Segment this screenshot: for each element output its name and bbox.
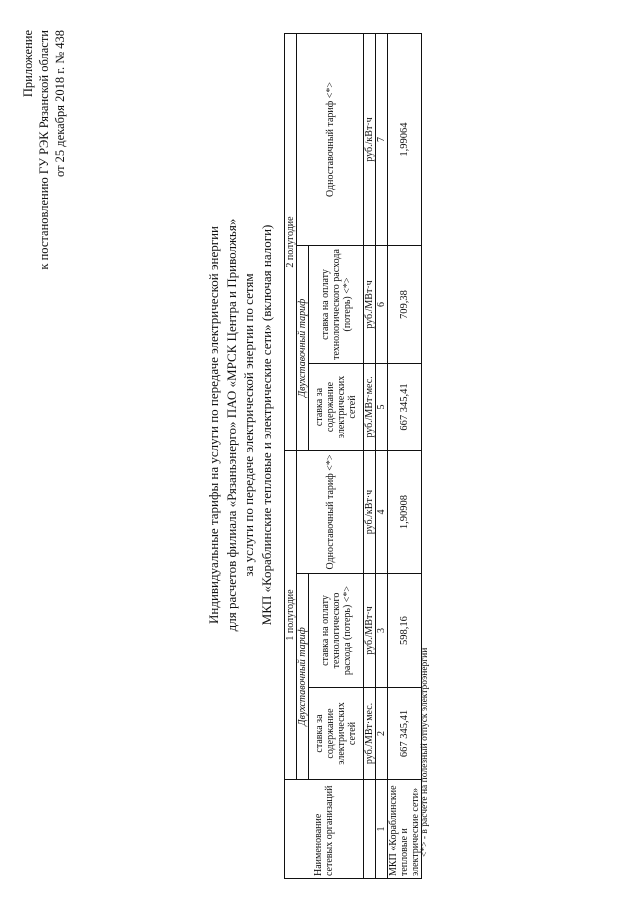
header-row <box>285 34 297 879</box>
table-row <box>388 34 422 879</box>
column-number: 3 <box>376 574 388 688</box>
unit-cell: руб./МВт·мес. <box>364 364 376 451</box>
org-header-cell: Наименование сетевых организаций <box>285 780 364 879</box>
tariff-value: 667 345,41 <box>388 688 422 780</box>
appendix-line: к постановлению ГУ РЭК Рязанской области <box>37 30 51 270</box>
one-rate-header: Одноставочный тариф <*> <box>297 451 364 574</box>
column-number: 6 <box>376 246 388 364</box>
column-number: 1 <box>376 780 388 879</box>
tariff-value: 1,99064 <box>388 34 422 246</box>
footnote: <*> - в расчете на полезный отпуск электроэнергии <box>420 647 430 857</box>
title-line: Индивидуальные тарифы на услуги по передаче электрической энергии <box>206 225 221 625</box>
appendix-line: от 25 декабря 2018 г. № 438 <box>53 30 67 178</box>
half1-header: 1 полугодие <box>285 451 297 780</box>
column-number: 7 <box>376 34 388 246</box>
unit-cell: руб./МВт·мес. <box>364 688 376 780</box>
loss-rate-header: ставка на оплату технологического расхода (потерь) <*> <box>309 246 364 364</box>
tariff-table <box>284 33 422 879</box>
header-row <box>297 34 309 879</box>
unit-cell: руб./кВт·ч <box>364 34 376 246</box>
loss-rate-header: ставка на оплату технологического расхода (потерь) <*> <box>309 574 364 688</box>
maint-rate-header: ставка за содержание электрических сетей <box>309 688 364 780</box>
column-number: 4 <box>376 451 388 574</box>
column-number: 2 <box>376 688 388 780</box>
one-rate-header: Одноставочный тариф <*> <box>297 34 364 246</box>
document-title <box>205 135 275 715</box>
title-line: МКП «Кораблинские тепловые и электрические сети» (включая налоги) <box>258 224 274 626</box>
column-number-row <box>376 34 388 879</box>
unit-cell: руб./МВт·ч <box>364 574 376 688</box>
tariff-value: 709,38 <box>388 246 422 364</box>
column-number: 5 <box>376 364 388 451</box>
org-name-cell: МКП «Кораблинские тепловые и электрические сети» <box>388 780 422 879</box>
unit-cell: руб./МВт·ч <box>364 246 376 364</box>
appendix-header <box>20 30 68 270</box>
two-rate-header: Двухставочный тариф <box>297 574 309 780</box>
title-line: для расчетов филиала «Рязаньэнерго» ПАО «МРСК Центра и Приволжья» <box>223 218 239 632</box>
unit-cell <box>364 780 376 879</box>
appendix-line: Приложение <box>21 30 35 98</box>
unit-cell: руб./кВт·ч <box>364 451 376 574</box>
tariff-value: 598,16 <box>388 574 422 688</box>
tariff-value: 1,90908 <box>388 451 422 574</box>
title-line: за услуги по передаче электрической энергии по сетям <box>241 273 256 577</box>
half2-header: 2 полугодие <box>285 34 297 451</box>
units-row <box>364 34 376 879</box>
tariff-value: 667 345,41 <box>388 364 422 451</box>
two-rate-header: Двухставочный тариф <box>297 246 309 451</box>
maint-rate-header: ставка за содержание электрических сетей <box>309 364 364 451</box>
